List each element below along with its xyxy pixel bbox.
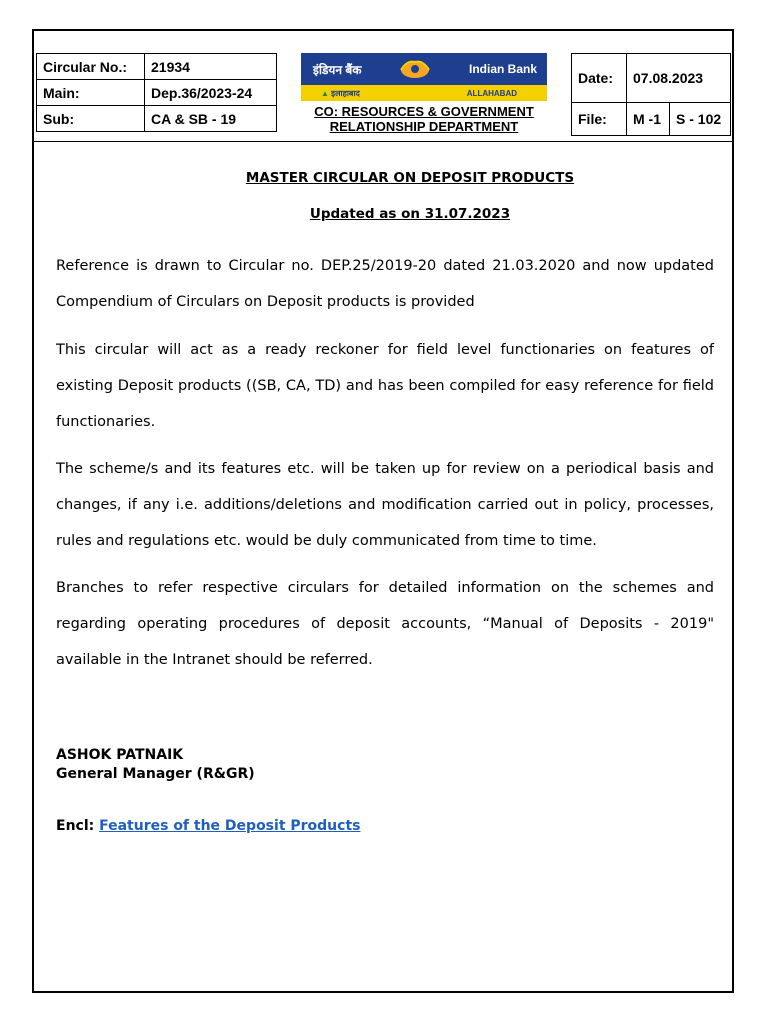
main-label: Main:: [37, 80, 145, 106]
header-divider: [34, 141, 732, 142]
sub-value: CA & SB - 19: [145, 106, 277, 132]
paragraph-purpose: This circular will act as a ready reckoner for field level functionaries on features of existing Deposit products ((SB, CA, TD) and has been compiled for easy reference for field functionaries.: [56, 342, 714, 430]
file-m-value: M -1: [627, 103, 670, 136]
paragraph-reference: Reference is drawn to Circular no. DEP.25/2019-20 dated 21.03.2020 and now updated Compendium of Circulars on Deposit products is provided: [56, 258, 714, 310]
signatory-name: ASHOK PATNAIK: [56, 747, 184, 763]
paragraph-review: The scheme/s and its features etc. will be taken up for review on a periodical basis and changes, if any i.e. additions/deletions and modification carried out in policy, processes, rules and regulations etc. would be duly communicated from time to time.: [56, 461, 714, 549]
circular-no-label: Circular No.:: [37, 54, 145, 80]
date-value: 07.08.2023: [627, 54, 731, 103]
enclosure: [56, 818, 360, 834]
main-value: Dep.36/2023-24: [145, 80, 277, 106]
allahabad-triangle-icon: ▲: [321, 88, 329, 98]
document-title: MASTER CIRCULAR ON DEPOSIT PRODUCTS: [245, 170, 575, 186]
signatory-designation: General Manager (R&GR): [56, 766, 255, 782]
file-label: File:: [572, 103, 627, 136]
enclosure-link[interactable]: Features of the Deposit Products: [99, 818, 361, 834]
date-file-table: [571, 53, 731, 136]
document-subtitle: Updated as on 31.07.2023: [309, 206, 511, 222]
department-line-1: CO: RESOURCES & GOVERNMENT: [314, 104, 534, 119]
indian-bank-logo: [301, 53, 547, 101]
enclosure-label: Encl:: [56, 818, 95, 834]
logo-english-text: Indian Bank: [468, 62, 537, 76]
sub-label: Sub:: [37, 106, 145, 132]
date-label: Date:: [572, 54, 627, 103]
paragraph-instructions: Branches to refer respective circulars for detailed information on the schemes and regarding operating procedures of deposit accounts, “Manual of Deposits - 2019" available in the Intranet should be referred.: [56, 580, 714, 668]
bank-emblem-icon: [395, 58, 435, 80]
circular-info-table: [36, 53, 277, 132]
department-name: [297, 104, 551, 134]
department-line-2: RELATIONSHIP DEPARTMENT: [329, 119, 519, 134]
file-s-value: S - 102: [670, 103, 731, 136]
circular-no-value: 21934: [145, 54, 277, 80]
logo-sub-english: ALLAHABAD: [466, 88, 517, 98]
logo-hindi-text: इंडियन बैंक: [313, 62, 362, 77]
logo-sub-hindi: ▲ इलाहाबाद: [321, 88, 360, 98]
